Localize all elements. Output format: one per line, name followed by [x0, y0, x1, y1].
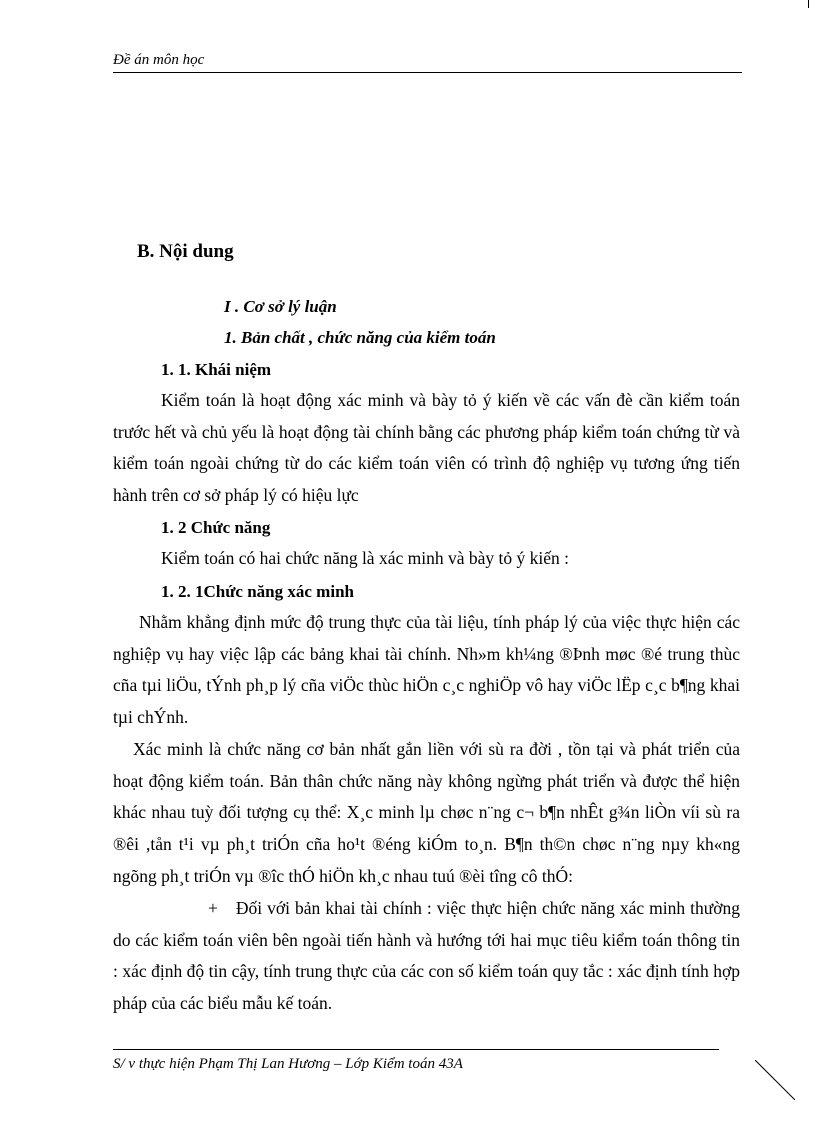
header-rule	[113, 72, 742, 73]
subsection-heading-2: 1. Bản chất , chức năng của kiểm toán	[224, 328, 496, 347]
footer-rule	[113, 1049, 719, 1050]
paragraph-financial-statements	[113, 893, 740, 1020]
heading-chuc-nang: 1. 2 Chức năng	[161, 518, 271, 537]
heading-khai-niem: 1. 1. Khái niệm	[161, 360, 272, 379]
paragraph-verification-purpose	[113, 607, 740, 734]
paragraph-functions	[113, 543, 740, 575]
paragraph-definition-text: Kiểm toán là hoạt động xác minh và bày tỏ ý kiến về các vấn đè cần kiểm toán trước hết và chủ yếu là hoạt động tài chính bằng các phương pháp kiểm toán chứng từ và kiểm toán ngoài chứng từ do các kiểm toán viên có trình độ nghiệp vụ tương ứng tiến hành trên cơ sở pháp lý có hiệu lực	[113, 390, 740, 506]
bullet-marker: +	[208, 898, 218, 918]
page-header-title: Đề án môn học	[113, 52, 205, 68]
paragraph-verification-role	[113, 734, 740, 893]
heading-chuc-nang-xac-minh: 1. 2. 1Chức năng xác minh	[161, 582, 354, 601]
paragraph-financial-statements-text: Đối với bản khai tài chính : việc thực hiện chức năng xác minh thường do các kiểm toán viên bên ngoài tiến hành và hướng tới hai mục tiêu kiểm toán thông tin : xác định độ tin cậy, tính trung thực của các con số kiểm toán quy tắc : xác định tính hợp pháp của các biểu mẫu kế toán.	[113, 898, 740, 1014]
paragraph-functions-text: Kiểm toán có hai chức năng là xác minh và bày tỏ ý kiến :	[161, 548, 569, 568]
section-heading: B. Nội dung	[137, 241, 234, 262]
page-corner-fold-icon	[755, 1060, 795, 1100]
paragraph-verification-role-text: Xác minh là chức năng cơ bản nhất gắn liền với sù ra đời , tồn tại và phát triển của hoạt động kiểm toán. Bản thân chức năng này không ngừng phát triển và được thể hiện khác nhau tuỳ đối tượng cụ thể: X¸c minh lµ chøc n¨ng c¬ b¶n nhÊt g¾n liÒn víi sù ra ®êi ,tån t¹i vµ ph¸t triÓn cña ho¹t ®éng kiÓm to¸n. B¶n th©n chøc n¨ng nµy kh«ng ngõng ph¸t triÓn vµ ®îc thÓ hiÖn kh¸c nhau tuú ®èi tîng cô thÓ:	[113, 739, 740, 886]
page-corner-mark	[808, 0, 809, 8]
subsection-heading-1: I . Cơ sở lý luận	[224, 297, 337, 316]
page-footer-text: S/ v thực hiện Phạm Thị Lan Hương – Lớp Kiểm toán 43A	[113, 1056, 463, 1072]
paragraph-verification-purpose-text: Nhằm khẳng định mức độ trung thực của tài liệu, tính pháp lý của việc thực hiện các nghiệp vụ hay việc lập các bảng khai tài chính. Nh»m kh¼ng ®Þnh møc ®é trung thùc cña tµi liÖu, tÝnh ph¸p lý cña viÖc thùc hiÖn c¸c nghiÖp vô hay viÖc lËp c¸c b¶ng khai tµi chÝnh.	[113, 612, 740, 728]
paragraph-definition	[113, 385, 740, 512]
